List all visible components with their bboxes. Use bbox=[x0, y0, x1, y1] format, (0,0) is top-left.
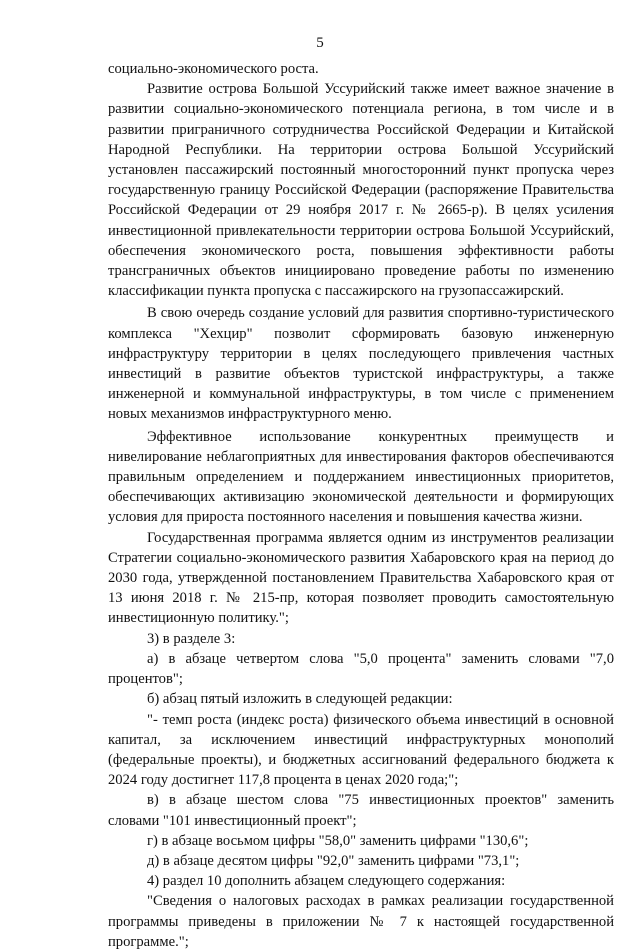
paragraph-continuation: социально-экономического роста. bbox=[108, 61, 319, 77]
page-number: 5 bbox=[316, 35, 324, 51]
list-item-section-10: 4) раздел 10 дополнить абзацем следующего содержания: bbox=[147, 873, 506, 890]
document-body bbox=[108, 59, 614, 952]
paragraph-state-program: Государственная программа является одним из инструментов реализации Стратегии социально-экономического развития Хабаровского края на период до 2030 года, утвержденной постановлением Правительства Хабаровского края от 13 июня 2018 г. № 215-пр, которая позволяет проводить самостоятельную инвестиционную политику."; bbox=[108, 529, 614, 627]
list-item-a: а) в абзаце четвертом слова "5,0 процента" заменить словами "7,0 процентов"; bbox=[108, 650, 614, 688]
list-item-g: г) в абзаце восьмом цифры "58,0" заменить цифрами "130,6"; bbox=[147, 832, 529, 849]
quoted-tax-expenditures: "Сведения о налоговых расходах в рамках реализации государственной программы приведены в приложении № 7 к настоящей государственной программе."; bbox=[108, 893, 614, 950]
paragraph-ussuri-island: Развитие острова Большой Уссурийский также имеет важное значение в развитии социально-экономического потенциала региона, в том числе и в развитии приграничного сотрудничества Российской Федерации и Китайской Народной Республики. На территории острова Большой Уссурийский установлен пассажирский постоянный многосторонний пункт пропуска через государственную границу Российской Федерации (распоряжение Правительства Российской Федерации от 29 ноября 2017 г. № 2665-р). В целях усиления инвестиционной привлекательности территории острова Большой Уссурийский, обеспечения экономического роста, повышения эффективности работы трансграничных объектов инициировано проведение работы по изменению классификации пункта пропуска с пассажирского на грузопассажирский. bbox=[108, 81, 614, 300]
list-item-b: б) абзац пятый изложить в следующей редакции: bbox=[147, 691, 453, 708]
list-item-v: в) в абзаце шестом слова "75 инвестиционных проектов" заменить словами "101 инвестиционный проект"; bbox=[108, 792, 614, 829]
quoted-growth-rate: "- темп роста (индекс роста) физического объема инвестиций в основной капитал, за исключением инвестиций инфраструктурных монополий (федеральные проекты), и бюджетных ассигнований федерального бюджета к 2024 году достигнет 117,8 процента в ценах 2020 года;"; bbox=[108, 711, 614, 789]
list-item-section-3: 3) в разделе 3: bbox=[147, 630, 236, 647]
list-item-d: д) в абзаце десятом цифры "92,0" заменить цифрами "73,1"; bbox=[147, 852, 520, 869]
paragraph-competitive-advantages: Эффективное использование конкурентных преимуществ и нивелирование неблагоприятных для инвестирования факторов обеспечиваются правильным определением и поддержанием инвестиционных приоритетов, обеспечивающих активизацию экономической деятельности и формирующих условия для прироста постоянного населения и повышения качества жизни. bbox=[108, 428, 614, 526]
paragraph-khekhtsir: В свою очередь создание условий для развития спортивно-туристического комплекса "Хехцир" позволит сформировать базовую инженерную инфраструктуру территории в целях последующего привлечения частных инвестиций в развитие объектов туристской инфраструктуры, а также инженерной и коммунальной инфраструктуры, в том числе с применением новых механизмов инфраструктурного меню. bbox=[108, 305, 614, 423]
